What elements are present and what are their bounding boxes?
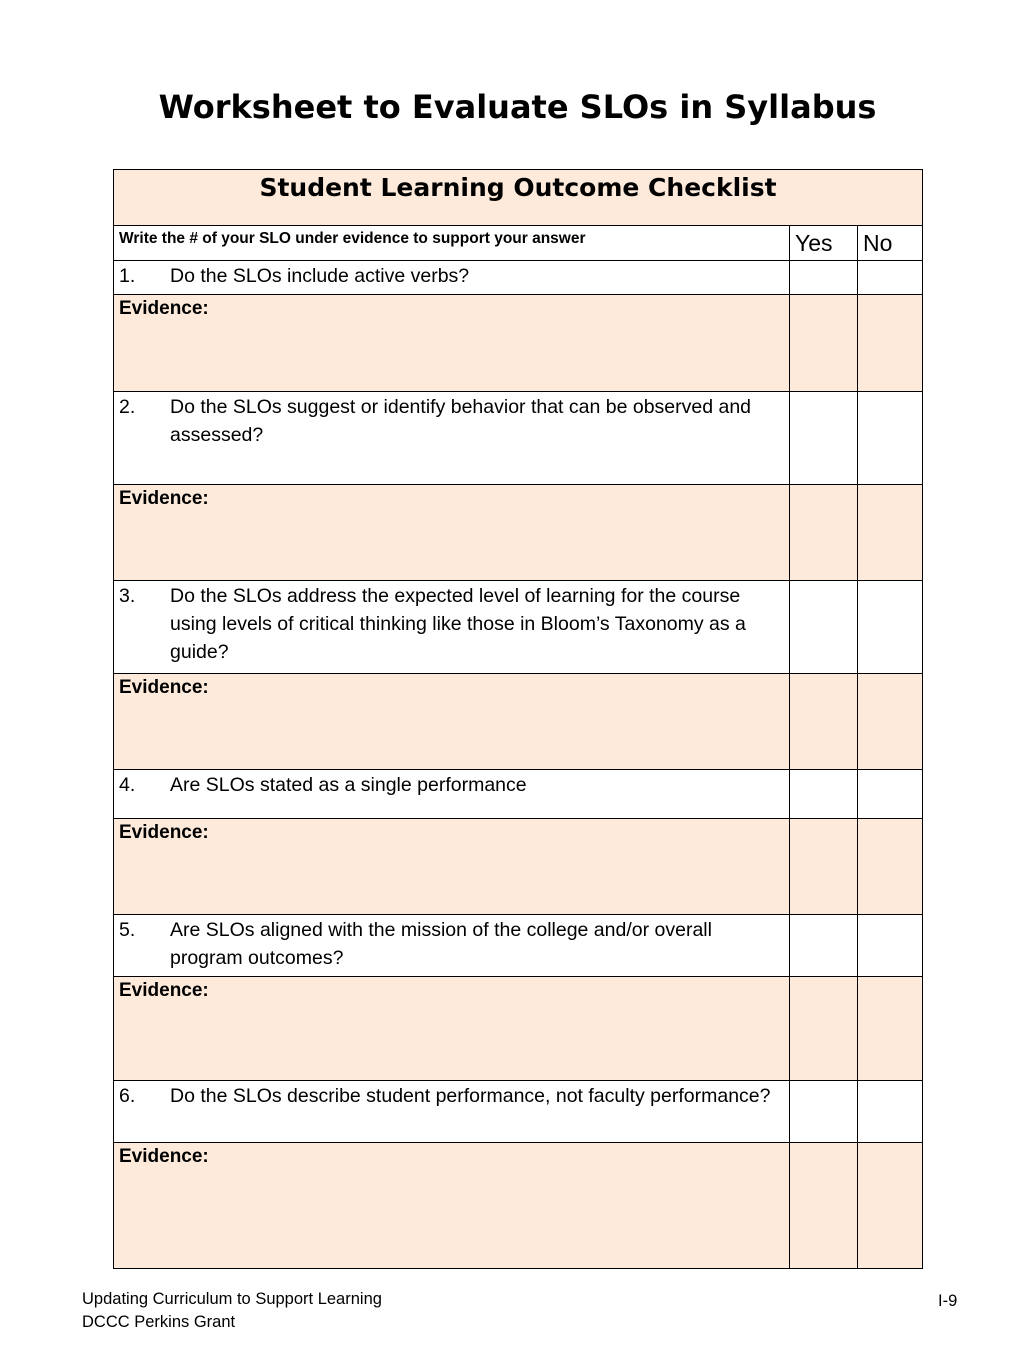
yes-column-header: Yes bbox=[790, 226, 858, 261]
question-cell-3 bbox=[114, 581, 790, 674]
question-number: 2. bbox=[119, 396, 136, 418]
evidence-no-cell-6 bbox=[858, 1143, 923, 1269]
evidence-cell-1[interactable]: Evidence: bbox=[114, 295, 790, 392]
evidence-no-cell-2 bbox=[858, 485, 923, 581]
question-number: 5. bbox=[119, 919, 136, 941]
evidence-cell-3[interactable]: Evidence: bbox=[114, 674, 790, 770]
yes-answer-cell-2[interactable] bbox=[790, 392, 858, 485]
question-number: 4. bbox=[119, 774, 136, 796]
yes-answer-cell-1[interactable] bbox=[790, 261, 858, 295]
question-text: Are SLOs aligned with the mission of the college and/or overall program outcomes? bbox=[170, 919, 712, 969]
question-text: Do the SLOs address the expected level of learning for the course using levels of critical thinking like those in Bloom’s Taxonomy as a guide? bbox=[170, 585, 746, 663]
evidence-cell-5[interactable]: Evidence: bbox=[114, 977, 790, 1081]
question-cell-2 bbox=[114, 392, 790, 485]
yes-answer-cell-6[interactable] bbox=[790, 1081, 858, 1143]
footer-line-2: DCCC Perkins Grant bbox=[82, 1313, 236, 1331]
question-text: Do the SLOs include active verbs? bbox=[170, 265, 470, 287]
evidence-yes-cell-4 bbox=[790, 819, 858, 915]
instruction-text: Write the # of your SLO under evidence to support your answer bbox=[114, 226, 790, 261]
evidence-cell-4[interactable]: Evidence: bbox=[114, 819, 790, 915]
question-text: Are SLOs stated as a single performance bbox=[170, 774, 527, 796]
question-number: 6. bbox=[119, 1085, 136, 1107]
yes-answer-cell-5[interactable] bbox=[790, 915, 858, 977]
no-answer-cell-1[interactable] bbox=[858, 261, 923, 295]
page-title: Worksheet to Evaluate SLOs in Syllabus bbox=[158, 88, 877, 126]
evidence-no-cell-4 bbox=[858, 819, 923, 915]
evidence-yes-cell-2 bbox=[790, 485, 858, 581]
evidence-cell-2[interactable]: Evidence: bbox=[114, 485, 790, 581]
evidence-yes-cell-1 bbox=[790, 295, 858, 392]
no-answer-cell-2[interactable] bbox=[858, 392, 923, 485]
question-text: Do the SLOs suggest or identify behavior that can be observed and assessed? bbox=[170, 396, 752, 446]
table-header: Student Learning Outcome Checklist bbox=[114, 170, 923, 226]
evidence-no-cell-5 bbox=[858, 977, 923, 1081]
slo-checklist-table bbox=[113, 169, 923, 1269]
footer-line-1: Updating Curriculum to Support Learning bbox=[82, 1290, 382, 1308]
question-cell-6 bbox=[114, 1081, 790, 1143]
evidence-yes-cell-3 bbox=[790, 674, 858, 770]
question-cell-1 bbox=[114, 261, 790, 295]
evidence-yes-cell-5 bbox=[790, 977, 858, 1081]
evidence-yes-cell-6 bbox=[790, 1143, 858, 1269]
no-answer-cell-6[interactable] bbox=[858, 1081, 923, 1143]
yes-answer-cell-3[interactable] bbox=[790, 581, 858, 674]
page-number: I-9 bbox=[938, 1292, 958, 1310]
question-cell-5 bbox=[114, 915, 790, 977]
evidence-cell-6[interactable]: Evidence: bbox=[114, 1143, 790, 1269]
question-text: Do the SLOs describe student performance, not faculty performance? bbox=[170, 1085, 771, 1107]
footer-credits bbox=[82, 1288, 382, 1334]
question-cell-4 bbox=[114, 770, 790, 819]
no-answer-cell-3[interactable] bbox=[858, 581, 923, 674]
evidence-no-cell-1 bbox=[858, 295, 923, 392]
question-number: 3. bbox=[119, 585, 136, 607]
yes-answer-cell-4[interactable] bbox=[790, 770, 858, 819]
no-column-header: No bbox=[858, 226, 923, 261]
question-number: 1. bbox=[119, 265, 136, 287]
no-answer-cell-4[interactable] bbox=[858, 770, 923, 819]
evidence-no-cell-3 bbox=[858, 674, 923, 770]
no-answer-cell-5[interactable] bbox=[858, 915, 923, 977]
